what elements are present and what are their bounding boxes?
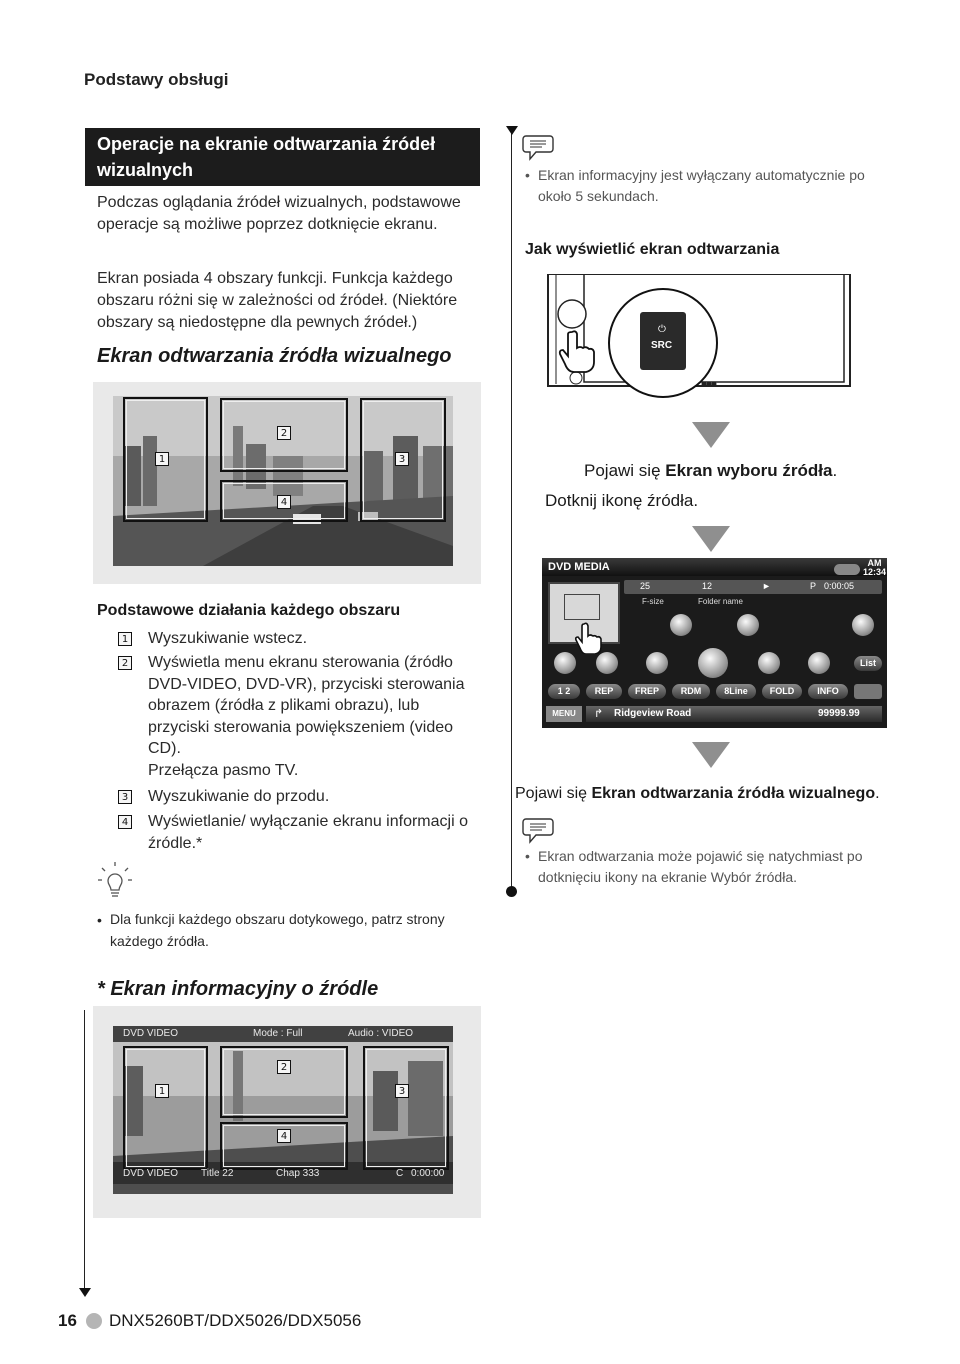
- list-button[interactable]: List: [854, 656, 882, 671]
- info-screen-figure: [93, 1006, 481, 1218]
- info-bottom-chapter: Chap 333: [276, 1168, 320, 1179]
- info-bottom-time: 0:00:00: [411, 1168, 445, 1179]
- dvd-btn-rdm[interactable]: RDM: [672, 684, 710, 699]
- dvd-time: 0:00:05: [824, 581, 855, 591]
- step2-text: Dotknij ikonę źródła.: [545, 491, 699, 510]
- folder-down-button[interactable]: [596, 652, 618, 674]
- step1-text: [584, 461, 837, 481]
- section-title: Operacje na ekranie odtwarzania źródeł wizualnych: [85, 128, 480, 186]
- areas-heading: Podstawowe działania każdego obszaru: [97, 602, 401, 619]
- area-num-2: 2: [118, 656, 132, 670]
- info-zone-label-4: 4: [277, 1129, 291, 1143]
- src-label: SRC: [651, 340, 673, 351]
- zoom-button[interactable]: [808, 652, 830, 674]
- stop-button[interactable]: [852, 614, 874, 636]
- info-bottom-source: DVD VIDEO: [123, 1168, 179, 1179]
- area-num-1: 1: [118, 632, 132, 646]
- dvd-hand-icon: [574, 622, 604, 654]
- dvd-top-pill: [834, 564, 860, 575]
- dvd-nav-distance: 99999.99: [818, 708, 860, 719]
- area-text-4: Wyświetlanie/ wyłączanie ekranu informacji o źródle.*: [148, 813, 468, 852]
- zone-label-1: 1: [155, 452, 169, 466]
- dvd-title-no: 25: [640, 581, 651, 591]
- speech-note-icon-2: [522, 815, 554, 845]
- step3-prefix: Pojawi się: [515, 785, 592, 802]
- play-pause-button[interactable]: [698, 648, 728, 678]
- step1-bold: Ekran wyboru źródła: [665, 461, 833, 480]
- src-zoom-circle: [608, 288, 718, 398]
- dvd-btn-info[interactable]: INFO: [808, 684, 848, 699]
- info-touch-zone-2[interactable]: [220, 1046, 348, 1118]
- dvd-nav-road: Ridgeview Road: [614, 708, 692, 719]
- tip-text: Dla funkcji każdego obszaru dotykowego, patrz strony każdego źródła.: [110, 911, 445, 949]
- power-icon: ⏻: [658, 324, 666, 335]
- area-num-4: 4: [118, 815, 132, 829]
- info-top-mode: Mode : Full: [253, 1028, 303, 1039]
- step1-suffix: .: [832, 461, 838, 480]
- dvd-media-screen: [542, 558, 887, 728]
- info-touch-zone-1[interactable]: [123, 1046, 208, 1170]
- step-arrow-2: [692, 526, 730, 552]
- step-start-arrow: [506, 126, 518, 135]
- footer-dot: [86, 1313, 102, 1329]
- step-connector-line: [511, 130, 512, 890]
- step-end-dot: [506, 886, 517, 897]
- dvd-clock: [863, 559, 886, 577]
- step-arrow-1: [692, 422, 730, 448]
- folder-up-button[interactable]: [554, 652, 576, 674]
- info-bottom-title: Title 22: [201, 1168, 234, 1179]
- next-track-button[interactable]: [758, 652, 780, 674]
- info-top-audio: Audio : VIDEO: [348, 1028, 414, 1039]
- how-to-heading: Jak wyświetlić ekran odtwarzania: [525, 241, 780, 258]
- pointing-hand-icon: [558, 330, 598, 374]
- dvd-play-status: ►: [762, 581, 771, 591]
- page-number: 16: [58, 1311, 77, 1330]
- zone-label-3: 3: [395, 452, 409, 466]
- zone-label-4: 4: [277, 495, 291, 509]
- rewind-button[interactable]: [670, 614, 692, 636]
- intro-paragraph-2: Ekran posiada 4 obszary funkcji. Funkcja każdego obszaru różni się w zależności od źródeł. (Niektóre obszary są niedostępne dla pewnych źródeł.): [97, 270, 458, 331]
- step-arrow-3: [692, 742, 730, 768]
- info-zone-label-1: 1: [155, 1084, 169, 1098]
- dvd-fsize: F-size: [642, 597, 664, 606]
- speech-note-icon: [522, 132, 554, 162]
- step1-prefix: Pojawi się: [584, 461, 666, 480]
- section-label: Podstawy obsługi: [84, 70, 229, 89]
- dvd-chapter-no: 12: [702, 581, 713, 591]
- dvd-folder-name: Folder name: [698, 597, 743, 606]
- note1-text: Ekran informacyjny jest wyłączany automatycznie po około 5 sekundach.: [538, 167, 865, 204]
- dvd-btn-frep[interactable]: FREP: [628, 684, 666, 699]
- footer-arrow: [79, 1288, 91, 1297]
- note2-text: Ekran odtwarzania może pojawić się natychmiast po dotknięciu ikony na ekranie Wybór źródła.: [538, 848, 863, 885]
- dvd-pos-label: P: [810, 581, 817, 591]
- step3-bold: Ekran odtwarzania źródła wizualnego: [591, 785, 876, 802]
- footer-connector-line: [84, 1010, 85, 1290]
- area-text-1: Wyszukiwanie wstecz.: [148, 630, 308, 647]
- area-text-2: Wyświetla menu ekranu sterowania (źródło DVD-VIDEO, DVD-VR), przyciski sterowania obrazem (źródła z plikami obrazu), lub przyciski sterowania powiększeniem (video CD).: [148, 654, 465, 757]
- dvd-btn-more[interactable]: [854, 684, 882, 699]
- dvd-menu-button[interactable]: MENU: [546, 706, 582, 722]
- info-zone-label-3: 3: [395, 1084, 409, 1098]
- note2-bullet: •: [525, 848, 530, 864]
- lightbulb-icon: [97, 860, 133, 900]
- dvd-clock-time: 12:34: [863, 567, 887, 577]
- dvd-preview-frame: [564, 594, 600, 620]
- playback-screen-figure: [93, 382, 481, 584]
- src-button[interactable]: [640, 312, 686, 370]
- intro-paragraph-1: Podczas oglądania źródeł wizualnych, podstawowe operacje są możliwe poprzez dotknięcie ekranu.: [97, 194, 461, 233]
- step3-suffix: .: [875, 785, 880, 802]
- playback-screen-heading: Ekran odtwarzania źródła wizualnego: [97, 345, 452, 367]
- info-top-source: DVD VIDEO: [123, 1028, 179, 1039]
- area-num-3: 3: [118, 790, 132, 804]
- dvd-clock-band: AM: [867, 558, 882, 568]
- area-text-3: Wyszukiwanie do przodu.: [148, 788, 330, 805]
- dvd-btn-8line[interactable]: 8Line: [716, 684, 756, 699]
- tip-bullet: •: [97, 912, 102, 928]
- prev-track-button[interactable]: [646, 652, 668, 674]
- dvd-btn-rep[interactable]: REP: [586, 684, 622, 699]
- info-screen-heading: * Ekran informacyjny o źródle: [97, 978, 379, 1000]
- info-touch-zone-3[interactable]: [363, 1046, 449, 1170]
- area-text-2-extra: Przełącza pasmo TV.: [148, 762, 299, 779]
- step3-text: [515, 785, 880, 803]
- note1-bullet: •: [525, 167, 530, 183]
- info-bottom-c: C: [396, 1168, 404, 1179]
- fast-forward-button[interactable]: [737, 614, 759, 636]
- dvd-btn-fold[interactable]: FOLD: [762, 684, 802, 699]
- info-zone-label-2: 2: [277, 1060, 291, 1074]
- model-name: DNX5260BT/DDX5026/DDX5056: [109, 1311, 362, 1330]
- nav-turn-icon: ↱: [594, 708, 604, 720]
- zone-label-2: 2: [277, 426, 291, 440]
- dvd-btn-1[interactable]: 1 2: [548, 684, 580, 699]
- dvd-title: DVD MEDIA: [548, 561, 610, 573]
